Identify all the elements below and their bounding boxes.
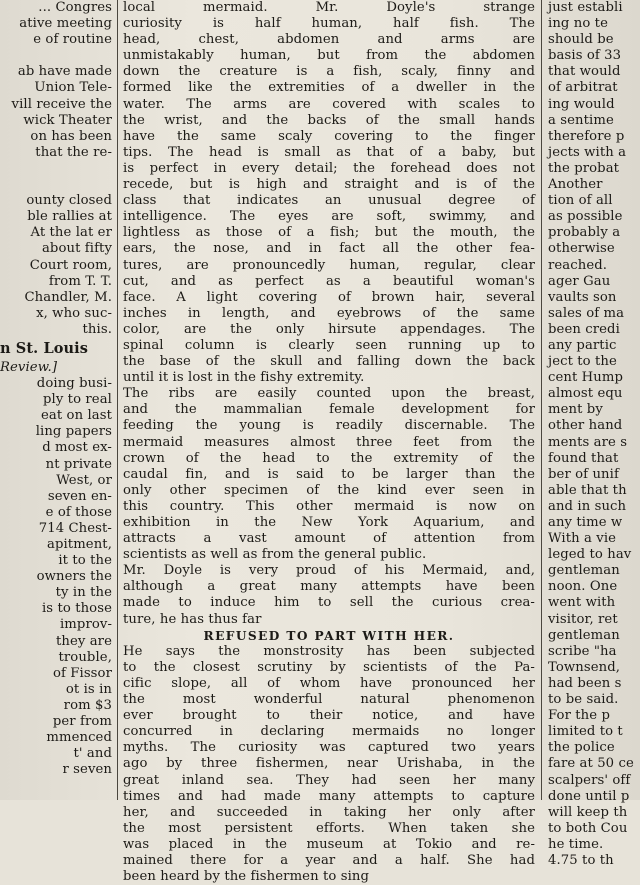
text-line: inches in length, and eyebrows of the same (123, 305, 535, 321)
text-line: unmistakably human, but from the abdomen (123, 48, 535, 64)
text-line: ears, the nose, and in fact all the other fea- (123, 241, 535, 257)
text-line: scientists as well as from the general public. (123, 547, 427, 563)
text-line: With a vie (548, 531, 617, 547)
text-line: the base of the skull and falling down the back (123, 354, 535, 370)
text-line: x, who suc- (36, 305, 112, 321)
text-line: ments are s (548, 434, 628, 450)
article-subheading: REFUSED TO PART WITH HER. (203, 628, 455, 643)
text-line: doing busi- (36, 376, 112, 392)
text-line: tips. The head is small as that of a baby, but (123, 144, 535, 160)
text-line: just establi (548, 0, 623, 15)
text-line: intelligence. The eyes are soft, swimmy, and (123, 209, 535, 225)
text-line: limited to t (548, 724, 623, 740)
text-line: had been s (548, 675, 622, 691)
text-line: ling papers (35, 424, 112, 440)
article-body-part-2 (123, 644, 535, 885)
text-line: exhibition in the New York Aquarium, and (123, 515, 535, 530)
text-line: e of those (45, 504, 112, 520)
text-line: At the lat er (30, 225, 112, 241)
text-line: to the closest scrutiny by scientists of the Pa- (123, 659, 535, 675)
text-line: ty in the (55, 585, 112, 601)
text-line: He says the monstrosity has been subjected (123, 643, 535, 659)
text-line: ble rallies at (27, 209, 112, 225)
text-line: The ribs are easily counted upon the breast, (123, 386, 535, 402)
text-line: scalpers' off (548, 772, 631, 788)
text-line: d most ex- (42, 440, 112, 456)
text-line: this. (82, 321, 112, 337)
text-line (0, 161, 112, 177)
text-line: ... Congres (38, 0, 112, 15)
text-line: ing no te (548, 16, 608, 32)
text-line: it to the (58, 553, 112, 569)
text-line: color, are the only hirsute appendages. The (123, 321, 535, 337)
text-line: was placed in the museum at Tokio and re- (123, 836, 535, 852)
text-line: found that (548, 450, 619, 466)
article-column (123, 0, 535, 885)
text-line: 4.75 to th (548, 852, 614, 868)
text-line: done until p (548, 788, 630, 804)
text-line: Court room, (29, 257, 112, 273)
text-line: is to those (41, 601, 112, 617)
text-line: face. A light covering of brown hair, several (123, 289, 535, 305)
text-line: cent Hump (548, 370, 624, 386)
text-line: ative meeting (19, 16, 112, 32)
right-column (548, 0, 640, 868)
text-line: class that indicates an unusual degree of (123, 193, 535, 209)
text-line: t' and (73, 746, 112, 762)
text-line: mermaid measures almost three feet from the (123, 434, 535, 450)
text-line: he time. (548, 836, 604, 852)
text-line: until it is lost in the fishy extremity. (123, 370, 365, 386)
text-line: from T. T. (48, 273, 112, 289)
text-line: ment by (548, 402, 603, 418)
text-line: the most wonderful natural phenomenon (123, 692, 535, 708)
text-line: For the p (548, 708, 610, 724)
text-line: only other specimen of the kind ever seen in (123, 482, 535, 498)
text-line: otherwise (548, 241, 615, 257)
text-line: that would (548, 64, 621, 80)
text-line: noon. One (548, 579, 618, 595)
text-line: per from (52, 714, 112, 730)
text-line: ago by three fishermen, near Urishaba, in the (123, 756, 535, 772)
text-line: tures, are pronouncedly human, regular, clear (123, 257, 535, 273)
text-line: have the same scaly covering to the finger (123, 128, 535, 144)
text-line: ot is in (65, 681, 112, 697)
text-line: will keep th (548, 804, 628, 820)
text-line: myths. The curiosity was captured two years (123, 740, 535, 756)
text-line: ing would (548, 96, 615, 112)
text-line: her, and succeeded in taking her only after (123, 804, 535, 820)
text-line: feeding the young is readily discernable. The (123, 418, 535, 434)
text-line: ply to real (42, 392, 112, 408)
text-line: the most persistent efforts. When taken she (123, 820, 535, 836)
text-line: attracts a vast amount of attention from (123, 531, 535, 547)
text-line: and the mammalian female development for (123, 402, 535, 418)
text-line: Mr. Doyle is very proud of his Mermaid, and, (123, 563, 535, 579)
text-line (0, 177, 112, 193)
text-line: the wrist, and the backs of the small hands (123, 112, 535, 128)
text-line: nt private (45, 456, 112, 472)
text-line: ture, he has thus far (123, 611, 262, 627)
text-line: although a great many attempts have been (123, 579, 535, 595)
text-line: owners the (36, 569, 112, 585)
text-line: spinal column is clearly seen running up to (123, 337, 535, 353)
text-line: of Fissor (52, 665, 112, 681)
text-line: on has been (30, 128, 112, 144)
text-line: gentleman (548, 563, 620, 579)
text-line: went with (548, 595, 616, 611)
left-column-heading: n St. Louis (0, 339, 89, 357)
text-line: gentleman (548, 627, 620, 643)
text-line: concurred in declaring mermaids no longer (123, 724, 535, 740)
text-line: that the re- (35, 144, 112, 160)
text-line: any partic (548, 337, 617, 353)
text-line: this country. This other mermaid is now on (123, 498, 535, 514)
text-line: wick Theater (23, 112, 112, 128)
text-line: the police (548, 740, 615, 756)
text-line: times and had made many attempts to capture (123, 788, 535, 804)
text-line: ber of unif (548, 466, 619, 482)
text-line: great inland sea. They had seen her many (123, 772, 535, 788)
text-line: fare at 50 ce (548, 756, 634, 772)
text-line: e of routine (33, 32, 112, 48)
text-line: sales of ma (548, 305, 625, 321)
text-line: 714 Chest- (38, 520, 112, 536)
text-line: and in such (548, 498, 627, 514)
text-line: scribe "ha (548, 643, 617, 659)
text-line: as possible (548, 209, 623, 225)
text-line: basis of 33 (548, 48, 622, 64)
text-line: jects with a (548, 144, 627, 160)
right-column-text (548, 0, 640, 869)
text-line: ever brought to their notice, and have (123, 708, 535, 724)
text-line: the probat (548, 160, 620, 176)
text-line: probably a (548, 225, 621, 241)
text-line: down the creature is a fish, scaly, finny and (123, 64, 535, 80)
text-line: Chandler, M. (24, 289, 112, 305)
text-line: any time w (548, 515, 623, 530)
column-rule (541, 0, 542, 800)
text-line: West, or (56, 472, 112, 488)
text-line: therefore p (548, 128, 625, 144)
column-rule (117, 0, 118, 800)
left-column (0, 0, 112, 800)
text-line: local mermaid. Mr. Doyle's strange (123, 0, 535, 15)
text-line: vaults son (548, 289, 617, 305)
text-line: visitor, ret (548, 611, 618, 627)
text-line: formed like the extremities of a dweller in the (123, 80, 535, 96)
text-line: able that th (548, 482, 627, 498)
text-line: head, chest, abdomen and arms are (123, 32, 535, 48)
text-line: almost equ (548, 386, 623, 402)
text-line: eat on last (40, 408, 112, 424)
text-line: reached. (548, 257, 608, 273)
text-line: ounty closed (26, 193, 112, 209)
text-line: improv- (59, 617, 112, 633)
text-line: curiosity is half human, half fish. The (123, 16, 535, 32)
text-line: they are (55, 633, 112, 649)
left-column-subheading: Review.] (0, 359, 58, 375)
text-line: apitment, (46, 537, 112, 552)
text-line: ject to the (548, 354, 617, 370)
text-line: rom $3 (63, 697, 112, 713)
text-line: Union Tele- (34, 80, 112, 96)
text-line: a sentime (548, 112, 614, 128)
text-line: seven en- (47, 488, 112, 504)
text-line: trouble, (58, 649, 112, 665)
text-line: been heard by the fishermen to sing (123, 869, 370, 885)
text-line: been credi (548, 321, 620, 337)
text-line: cific slope, all of whom have pronounced her (123, 675, 535, 691)
text-line: recede, but is high and straight and is of the (123, 177, 535, 193)
text-line (0, 48, 112, 64)
text-line: cut, and as perfect as a beautiful woman's (123, 273, 535, 289)
text-line: water. The arms are covered with scales to (123, 96, 535, 112)
text-line: to both Cou (548, 820, 628, 836)
text-line: tion of all (548, 193, 613, 209)
text-line: is perfect in every detail; the forehead does not (123, 160, 535, 176)
text-line: Another (548, 177, 603, 193)
text-line: lightless as those of a fish; but the mouth, the (123, 225, 535, 241)
text-line: caudal fin, and is said to be larger than the (123, 466, 535, 482)
text-line: crown of the head to the extremity of the (123, 450, 535, 466)
left-column-text-top (0, 0, 112, 338)
text-line: mmenced (46, 730, 112, 746)
text-line: should be (548, 32, 614, 48)
text-line: ab have made (17, 64, 112, 80)
text-line: about fifty (41, 241, 112, 257)
text-line: other hand (548, 418, 623, 434)
text-line: vill receive the (11, 96, 112, 112)
text-line: ager Gau (548, 273, 611, 289)
text-line: of arbitrat (548, 80, 618, 96)
left-column-text-bottom (0, 376, 112, 778)
text-line: leged to hav (548, 547, 632, 563)
text-line: made to induce him to sell the curious crea- (123, 595, 535, 611)
article-body-part-1 (123, 0, 535, 628)
text-line: mained there for a year and a half. She had (123, 852, 535, 868)
text-line: r seven (62, 762, 112, 778)
text-line: to be said. (548, 692, 619, 708)
text-line: Townsend, (548, 659, 621, 675)
